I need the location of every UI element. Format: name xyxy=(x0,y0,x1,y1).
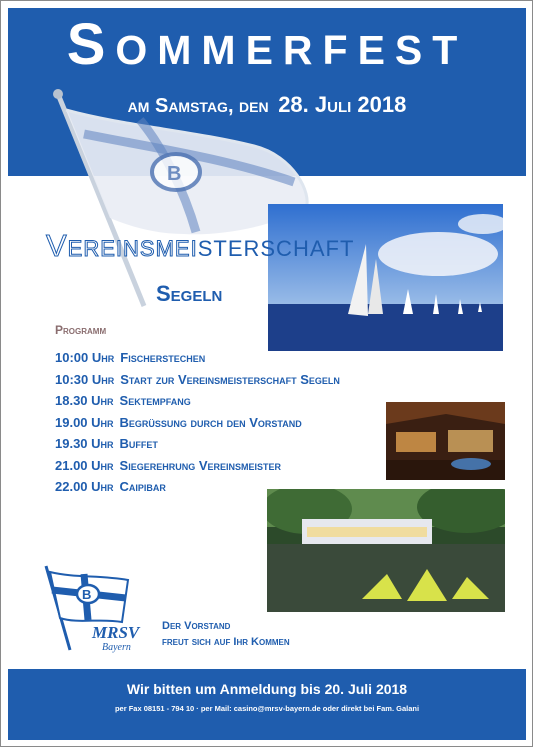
program-item xyxy=(55,436,340,458)
program-time: 10:00 Uhr xyxy=(55,350,115,365)
evening-party-photo xyxy=(386,402,505,480)
program-label: Programm xyxy=(55,323,107,337)
headline xyxy=(46,228,354,264)
program-item xyxy=(55,393,340,415)
logo-region: Bayern xyxy=(102,642,131,653)
terrace-photo xyxy=(267,489,505,612)
headline-subtitle: Segeln xyxy=(156,281,223,306)
program-time: 22.00 Uhr xyxy=(55,479,114,494)
program-event: Siegerehrung Vereinsmeister xyxy=(119,457,282,473)
headline-dark: sterschaft xyxy=(197,228,355,263)
greeting-line-1: Der Vorstand xyxy=(162,620,231,632)
greeting-line-2: freut sich auf Ihr Kommen xyxy=(162,636,290,648)
program-item xyxy=(55,372,340,394)
svg-text:B: B xyxy=(167,163,182,185)
date-prefix: am Samstag, den xyxy=(127,95,269,117)
program-time: 10:30 Uhr xyxy=(55,371,115,387)
program-time: 19.00 Uhr xyxy=(55,414,114,430)
contact-info: per Fax 08151 - 794 10 · per Mail: casino@mrsv-bayern.de oder direkt bei Fam. Galani xyxy=(114,704,420,713)
program-event: Begrüssung durch den Vorstand xyxy=(119,414,302,430)
headline-light: Vereinsmei xyxy=(46,228,198,263)
poster-title: Sommerfest xyxy=(66,12,468,77)
sailing-photo xyxy=(268,204,503,351)
registration-note: Wir bitten um Anmeldung bis 20. Juli 2018 xyxy=(126,681,408,697)
program-item xyxy=(55,458,340,480)
program-event: Caipibar xyxy=(119,479,166,494)
program-time: 19.30 Uhr xyxy=(55,436,114,451)
club-logo xyxy=(40,560,155,655)
program-list xyxy=(55,350,340,501)
program-event: Start zur Vereinsmeisterschaft Segeln xyxy=(120,371,340,387)
greeting xyxy=(162,618,290,650)
date-value: 28. Juli 2018 xyxy=(278,92,407,117)
logo-name: MRSV xyxy=(92,623,140,642)
program-event: Fischerstechen xyxy=(120,350,206,365)
logo-letter: B xyxy=(82,587,92,602)
program-event: Sektempfang xyxy=(119,393,191,408)
program-event: Buffet xyxy=(119,436,158,451)
program-time: 21.00 Uhr xyxy=(55,457,114,473)
program-item xyxy=(55,415,340,437)
program-item xyxy=(55,350,340,372)
program-time: 18.30 Uhr xyxy=(55,393,114,408)
